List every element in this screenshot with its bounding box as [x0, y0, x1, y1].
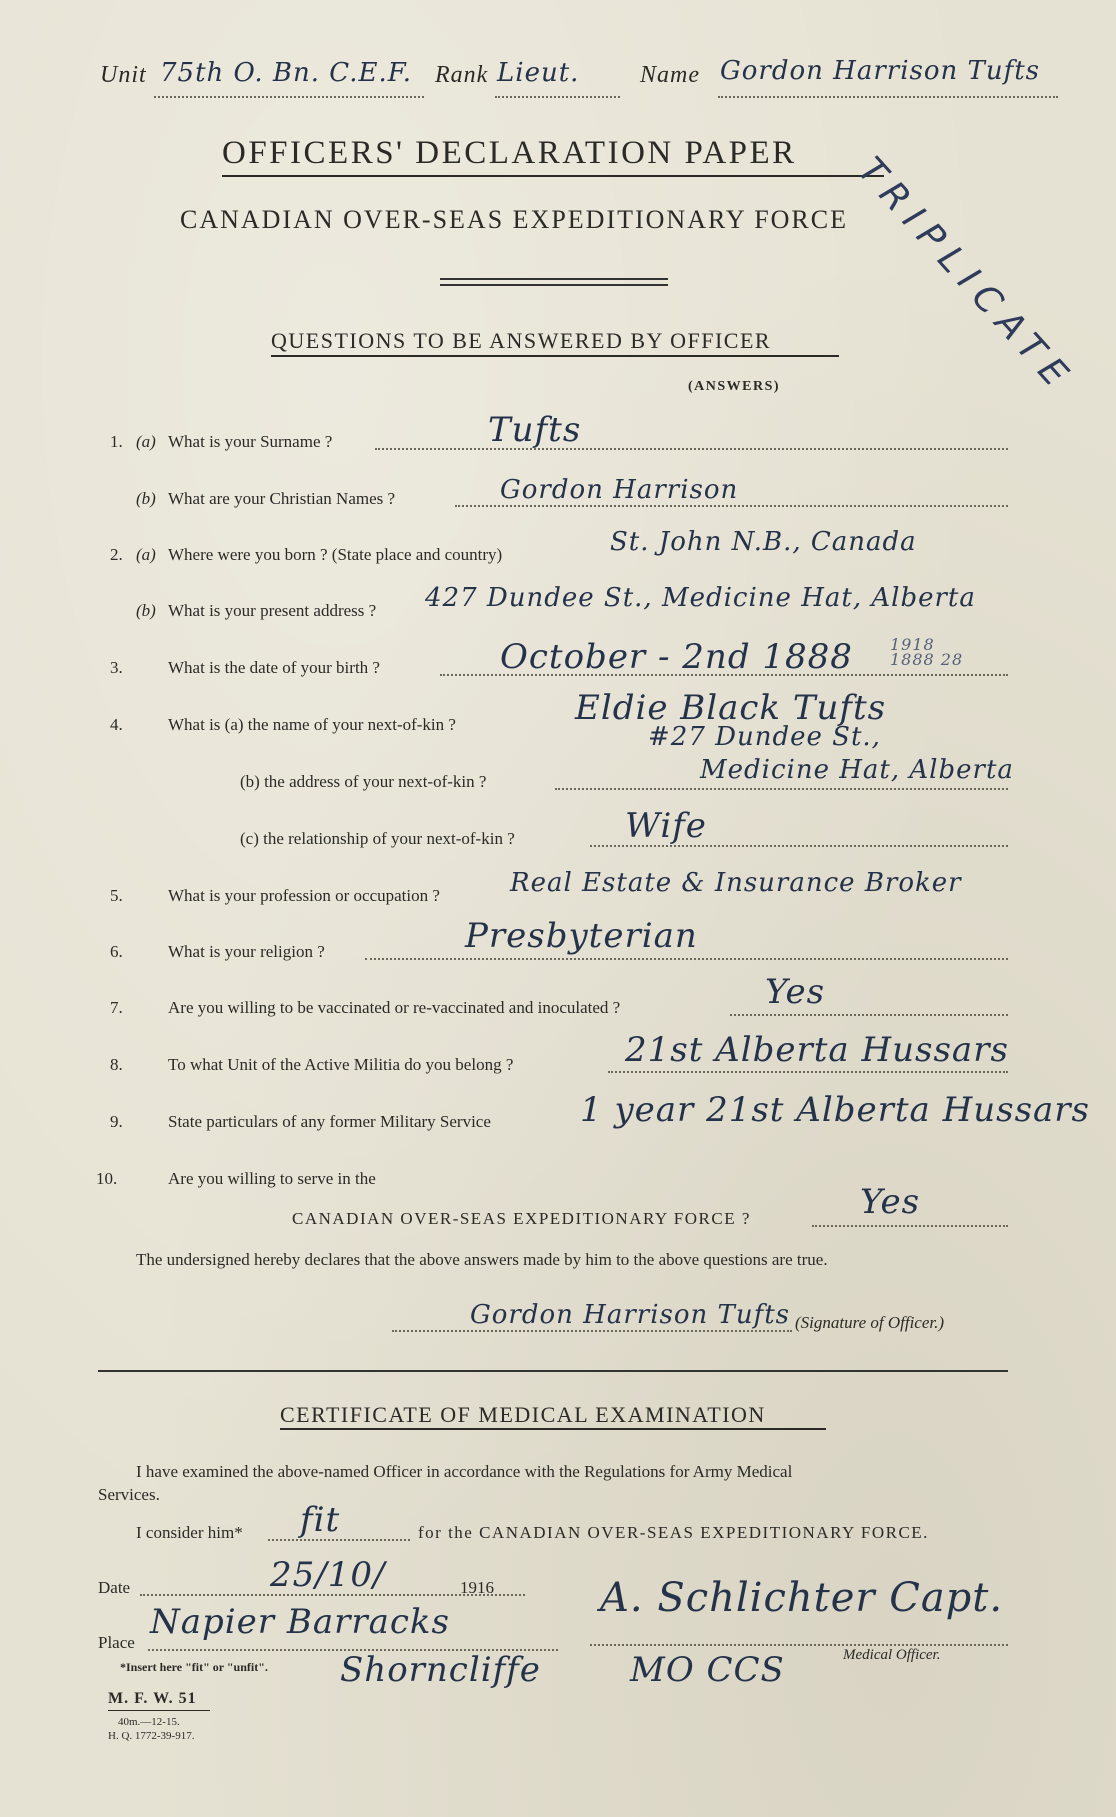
medical-heading-underline: [280, 1428, 826, 1430]
place-value: Napier Barracks: [150, 1602, 450, 1642]
declaration-text: The undersigned hereby declares that the above answers made by him to the above questions are true.: [136, 1250, 828, 1269]
consider-value: fit: [300, 1500, 341, 1540]
triplicate-stamp: TRIPLICATE: [849, 150, 1083, 402]
print-info-1: 40m.—12-15.: [118, 1716, 180, 1728]
name-label: Name: [640, 62, 700, 88]
q9-question: State particulars of any former Military Service: [168, 1112, 491, 1131]
q9-number: 9.: [110, 1112, 123, 1131]
title-underline: [222, 175, 884, 177]
q2a-question: Where were you born ? (State place and country): [168, 545, 503, 564]
name-value: Gordon Harrison Tufts: [720, 56, 1041, 86]
medical-statement-line1: I have examined the above-named Officer in accordance with the Regulations for Army Medical: [136, 1462, 793, 1481]
double-rule-bottom: [440, 284, 668, 286]
questions-heading-underline: [271, 355, 839, 357]
q4c-answer: Wife: [625, 806, 707, 846]
q1b-dotted-line: [455, 505, 1008, 507]
q3-answer: October - 2nd 1888: [500, 637, 853, 677]
q2-number: 2.: [110, 545, 123, 564]
q1a-sub: (a): [136, 432, 156, 451]
q6-dotted-line: [365, 958, 1008, 960]
q8-answer: 21st Alberta Hussars: [625, 1030, 1009, 1070]
q1a-answer: Tufts: [488, 410, 582, 450]
q3-margin-note: 1918 1888 28: [890, 635, 964, 669]
unit-dotted-line: [154, 96, 424, 98]
q8-number: 8.: [110, 1055, 123, 1074]
q2b-question: What is your present address ?: [168, 601, 377, 620]
consider-suffix: for the CANADIAN OVER-SEAS EXPEDITIONARY FORCE.: [418, 1523, 929, 1542]
q1a-dotted-line: [375, 448, 1008, 450]
medical-footnote: *Insert here "fit" or "unfit".: [120, 1660, 268, 1674]
place-label: Place: [98, 1633, 135, 1652]
q1a-question: What is your Surname ?: [168, 432, 333, 451]
medical-officer-note: MO CCS: [630, 1650, 785, 1690]
q2b-answer: 427 Dundee St., Medicine Hat, Alberta: [425, 583, 976, 613]
date-label: Date: [98, 1578, 131, 1597]
rank-dotted-line: [495, 96, 620, 98]
q10-question: Are you willing to serve in the: [168, 1169, 376, 1188]
q6-answer: Presbyterian: [465, 916, 698, 956]
print-info-2: H. Q. 1772-39-917.: [108, 1730, 195, 1742]
q7-dotted-line: [730, 1014, 1008, 1016]
q7-answer: Yes: [765, 972, 826, 1012]
officer-signature-label: (Signature of Officer.): [795, 1313, 945, 1332]
q1b-question: What are your Christian Names ?: [168, 489, 396, 508]
q3-question: What is the date of your birth ?: [168, 658, 380, 677]
q3-number: 3.: [110, 658, 123, 677]
double-rule-top: [440, 278, 668, 280]
q4a-question: What is (a) the name of your next-of-kin ?: [168, 715, 456, 734]
q1-number: 1.: [110, 432, 123, 451]
q6-number: 6.: [110, 942, 123, 961]
q4b-dotted-line: [555, 788, 1008, 790]
section-divider: [98, 1370, 1008, 1372]
q9-answer: 1 year 21st Alberta Hussars: [580, 1090, 1091, 1130]
medical-heading: CERTIFICATE OF MEDICAL EXAMINATION: [280, 1402, 766, 1427]
officer-signature-line: [392, 1330, 792, 1332]
q7-number: 7.: [110, 998, 123, 1017]
rank-value: Lieut.: [497, 58, 580, 88]
q4c-question: (c) the relationship of your next-of-kin ?: [240, 829, 515, 848]
q5-question: What is your profession or occupation ?: [168, 886, 440, 905]
q10-question-line2: CANADIAN OVER-SEAS EXPEDITIONARY FORCE ?: [292, 1209, 751, 1228]
q4a-answer: Eldie Black Tufts: [575, 688, 887, 728]
q10-number: 10.: [96, 1169, 118, 1188]
medical-officer-signature-line: [590, 1644, 1008, 1646]
q4-number: 4.: [110, 715, 123, 734]
q8-question: To what Unit of the Active Militia do you belong ?: [168, 1055, 514, 1074]
answers-heading: (ANSWERS): [688, 379, 781, 394]
q4b-question: (b) the address of your next-of-kin ?: [240, 772, 487, 791]
document-subtitle: CANADIAN OVER-SEAS EXPEDITIONARY FORCE: [180, 205, 848, 234]
unit-value: 75th O. Bn. C.E.F.: [160, 58, 412, 88]
date-year: 1916: [460, 1578, 494, 1597]
date-value: 25/10/: [270, 1555, 386, 1595]
consider-label: I consider him*: [136, 1523, 243, 1542]
q6-question: What is your religion ?: [168, 942, 325, 961]
officer-signature: Gordon Harrison Tufts: [470, 1300, 791, 1330]
unit-label: Unit: [100, 62, 147, 88]
q5-number: 5.: [110, 886, 123, 905]
q1b-answer: Gordon Harrison: [500, 475, 739, 505]
q2b-sub: (b): [136, 601, 156, 620]
q4b-answer-line2: Medicine Hat, Alberta: [700, 755, 1014, 785]
medical-statement-line2: Services.: [98, 1485, 160, 1504]
q5-answer: Real Estate & Insurance Broker: [510, 868, 962, 898]
document-title: OFFICERS' DECLARATION PAPER: [222, 135, 797, 171]
rank-label: Rank: [435, 62, 489, 88]
questions-heading: QUESTIONS TO BE ANSWERED BY OFFICER: [271, 328, 772, 353]
q8-dotted-line: [608, 1071, 1008, 1073]
q10-dotted-line: [812, 1225, 1008, 1227]
medical-officer-label: Medical Officer.: [843, 1647, 941, 1663]
q1b-sub: (b): [136, 489, 156, 508]
q2a-answer: St. John N.B., Canada: [610, 527, 917, 557]
form-code: M. F. W. 51: [108, 1690, 197, 1707]
name-dotted-line: [718, 96, 1058, 98]
q2a-sub: (a): [136, 545, 156, 564]
q10-answer: Yes: [860, 1182, 921, 1222]
form-code-underline: [108, 1710, 210, 1711]
q4b-answer-line1: #27 Dundee St.,: [648, 722, 881, 752]
medical-officer-signature: A. Schlichter Capt.: [600, 1575, 1004, 1621]
q7-question: Are you willing to be vaccinated or re-vaccinated and inoculated ?: [168, 998, 621, 1017]
place-value-2: Shorncliffe: [340, 1650, 541, 1690]
